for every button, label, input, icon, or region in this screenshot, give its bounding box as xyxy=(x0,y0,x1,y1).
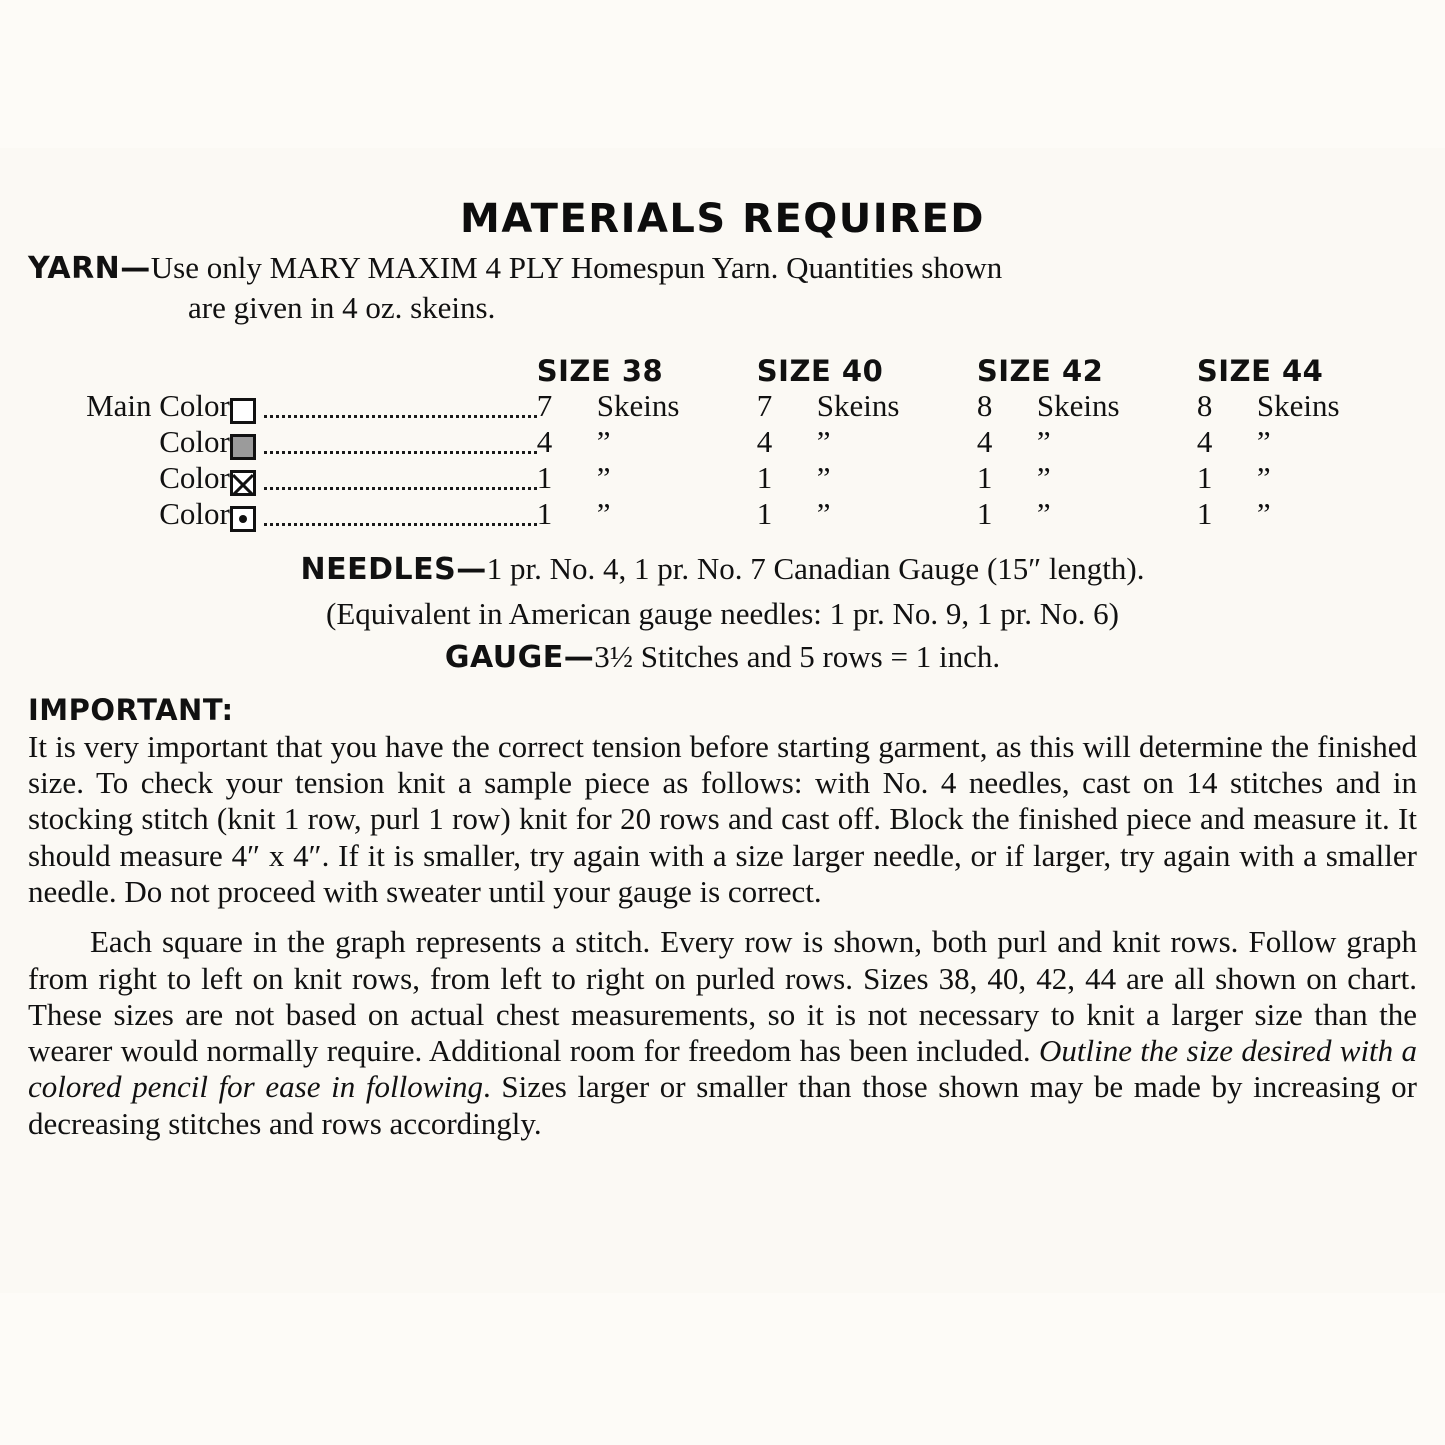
important-paragraph-2 xyxy=(28,924,1417,1142)
header-spacer-label xyxy=(28,354,230,388)
row-label-color-4: Color xyxy=(159,496,230,532)
needles-text: 1 pr. No. 4, 1 pr. No. 7 Canadian Gauge (15″ length). xyxy=(486,551,1145,587)
table-row xyxy=(28,388,1417,424)
gauge-line xyxy=(28,636,1417,679)
cell-size44-color-2: 4 ” xyxy=(1196,424,1271,460)
table-row xyxy=(28,460,1417,496)
page-title: MATERIALS REQUIRED xyxy=(460,196,985,242)
gauge-label: GAUGE— xyxy=(444,640,595,676)
cell-size42-main-color: 8 Skeins xyxy=(976,388,1120,424)
table-row xyxy=(28,496,1417,532)
leader-dots xyxy=(264,460,537,496)
column-header-size-44: SIZE 44 xyxy=(1196,354,1324,389)
paragraph-2-part-2: . Sizes larger or smaller than those shown may be made by increasing or decreasing stitches and rows accordingly. xyxy=(28,1069,1417,1141)
table-row xyxy=(28,424,1417,460)
row-label-main-color: Main Color xyxy=(86,388,230,424)
important-label: IMPORTANT: xyxy=(28,692,234,727)
paragraph-2-part-1: Each square in the graph represents a stitch. Every row is shown, both purl and knit rows. Follow graph from right to left on knit rows, from left to right on purled rows. Sizes 38, 40, 42, 44 are all shown on chart. These sizes are not based on actual chest measurements, so it is not necessary to knit a larger size than the wearer would normally require. Additional room for freedom has been included. xyxy=(28,924,1417,1069)
column-header-size-40: SIZE 40 xyxy=(756,354,884,389)
cell-size38-color-3: 1 ” xyxy=(536,460,611,496)
leader-dots xyxy=(264,496,537,532)
needles-line xyxy=(28,548,1417,591)
header-spacer-swatch xyxy=(230,354,264,388)
important-paragraph-1: It is very important that you have the correct tension before starting garment, as this will determine the finished size. To check your tension knit a sample piece as follows: with No. 4 needles, cast on 14 stitches and in stocking stitch (knit 1 row, purl 1 row) knit for 20 rows and cast off. Block the finished piece and measure it. It should measure 4″ x 4″. If it is smaller, try again with a size larger needle, or if larger, try again with a smaller needle. Do not proceed with sweater until your gauge is correct. xyxy=(28,728,1417,909)
cell-size40-color-4: 1 ” xyxy=(756,496,831,532)
row-label-color-3: Color xyxy=(159,460,230,496)
yarn-label: YARN— xyxy=(28,251,151,286)
cell-size42-color-2: 4 ” xyxy=(976,424,1051,460)
leader-dots xyxy=(264,424,537,460)
empty-square-swatch xyxy=(230,388,264,424)
materials-table xyxy=(28,354,1417,532)
row-label-color-2: Color xyxy=(159,424,230,460)
scanned-sheet xyxy=(0,148,1445,1293)
dotted-square-swatch xyxy=(230,496,264,532)
cell-size42-color-4: 1 ” xyxy=(976,496,1051,532)
yarn-text-line2: are given in 4 oz. skeins. xyxy=(188,290,496,326)
gauge-text: 3½ Stitches and 5 rows = 1 inch. xyxy=(594,639,1001,675)
cell-size40-color-2: 4 ” xyxy=(756,424,831,460)
cell-size38-color-2: 4 ” xyxy=(536,424,611,460)
cell-size44-color-3: 1 ” xyxy=(1196,460,1271,496)
cell-size44-color-4: 1 ” xyxy=(1196,496,1271,532)
paragraph-2-italic-note: Outline the size desired with a colored pencil for ease in following xyxy=(28,1033,1418,1105)
yarn-section xyxy=(28,248,1417,328)
cell-size42-color-3: 1 ” xyxy=(976,460,1051,496)
solid-gray-square-swatch xyxy=(230,424,264,460)
leader-dots xyxy=(264,388,537,424)
needles-label: NEEDLES— xyxy=(300,552,487,588)
cell-size44-main-color: 8 Skeins xyxy=(1196,388,1340,424)
yarn-text-line1: Use only MARY MAXIM 4 PLY Homespun Yarn. Quantities shown xyxy=(150,250,1003,285)
cell-size40-main-color: 7 Skeins xyxy=(756,388,900,424)
cell-size38-main-color: 7 Skeins xyxy=(536,388,680,424)
cell-size38-color-4: 1 ” xyxy=(536,496,611,532)
column-header-size-42: SIZE 42 xyxy=(976,354,1104,389)
header-spacer-leader xyxy=(264,354,537,388)
table-header-row xyxy=(28,354,1417,388)
cell-size40-color-3: 1 ” xyxy=(756,460,831,496)
crossed-square-swatch xyxy=(230,460,264,496)
needles-equivalent-line: (Equivalent in American gauge needles: 1 pr. No. 9, 1 pr. No. 6) xyxy=(326,595,1119,631)
column-header-size-38: SIZE 38 xyxy=(536,354,664,389)
